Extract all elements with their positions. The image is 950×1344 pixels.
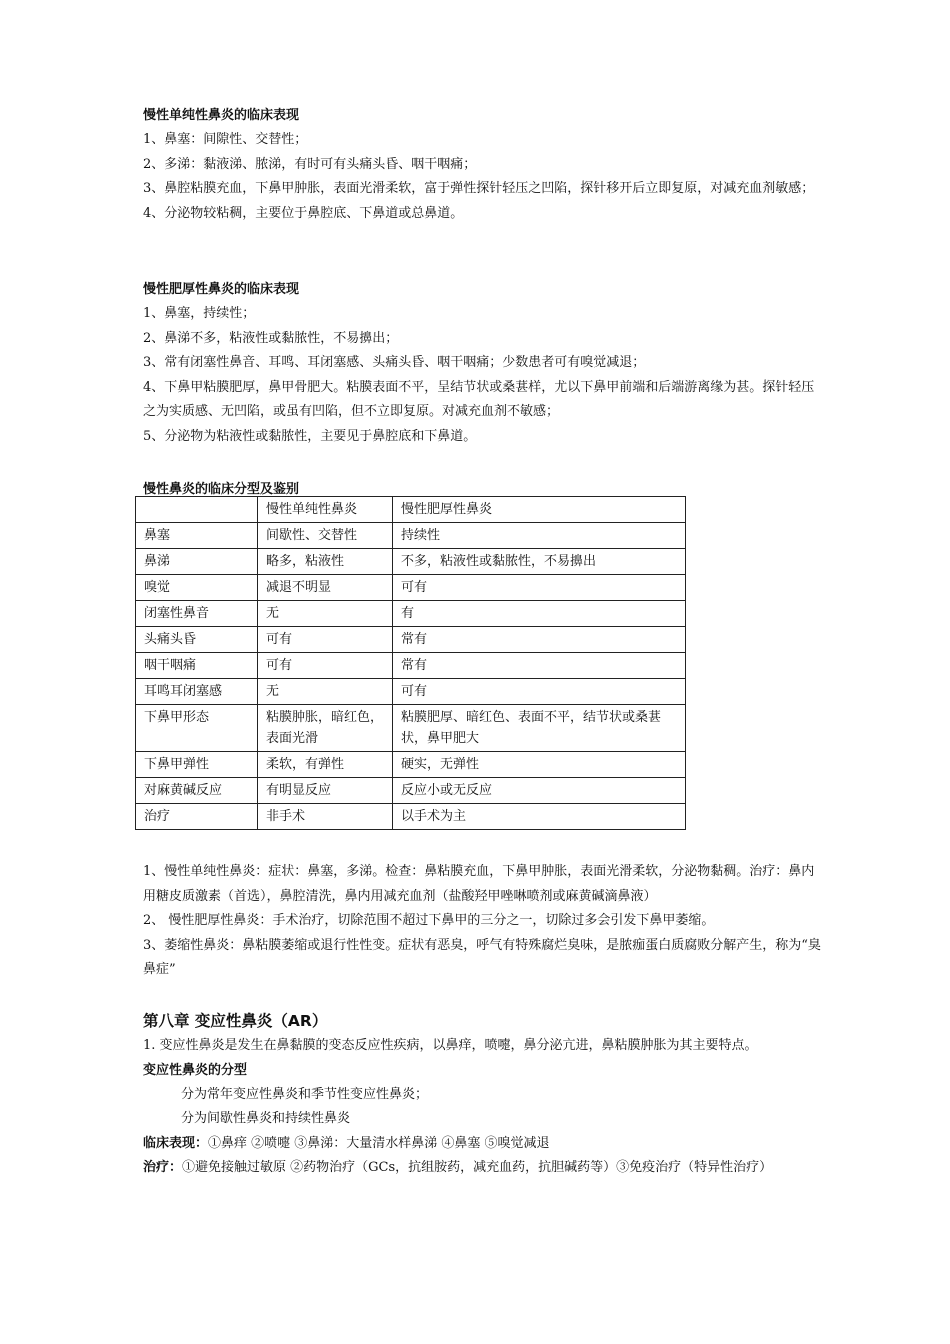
chapter-body — [143, 1034, 823, 1181]
table-header-cell: 慢性肥厚性鼻炎 — [393, 497, 686, 523]
table-row — [136, 705, 686, 752]
table-cell: 下鼻甲弹性 — [136, 752, 258, 778]
table-cell: 可有 — [258, 627, 393, 653]
table-cell: 有 — [393, 601, 686, 627]
chapter-intro: 1. 变应性鼻炎是发生在鼻黏膜的变态反应性疾病，以鼻痒，喷嚏，鼻分泌亢进，鼻粘膜肿胀为其主要特点。 — [143, 1038, 758, 1053]
clinical-label: 临床表现： — [143, 1135, 209, 1151]
table-cell: 治疗 — [136, 804, 258, 830]
table-row — [136, 653, 686, 679]
table-cell: 硬实，无弹性 — [393, 752, 686, 778]
table-cell: 头痛头昏 — [136, 627, 258, 653]
chapter-title: 第八章 变应性鼻炎（AR） — [143, 1012, 328, 1030]
table-row — [136, 627, 686, 653]
table-cell: 可有 — [258, 653, 393, 679]
table-cell: 下鼻甲形态 — [136, 705, 258, 752]
table-cell: 可有 — [393, 575, 686, 601]
table-row — [136, 575, 686, 601]
table-row — [136, 778, 686, 804]
list-item: 1、鼻塞：间隙性、交替性； — [143, 132, 308, 147]
table-cell: 咽干咽痛 — [136, 653, 258, 679]
table-cell: 常有 — [393, 627, 686, 653]
treatment-line — [143, 1156, 823, 1181]
treatment-label: 治疗： — [143, 1160, 183, 1175]
table-row — [136, 804, 686, 830]
list-item: 3、鼻腔粘膜充血，下鼻甲肿胀，表面光滑柔软，富于弹性探针轻压之凹陷，探针移开后立即复原，对减充血剂敏感； — [143, 181, 815, 196]
table-cell: 鼻涕 — [136, 549, 258, 575]
table-row — [136, 523, 686, 549]
hypertrophic-rhinitis-list — [143, 302, 823, 449]
table-cell: 对麻黄碱反应 — [136, 778, 258, 804]
table-cell: 不多，粘液性或黏脓性，不易擤出 — [393, 549, 686, 575]
table-row — [136, 752, 686, 778]
clinical-line — [143, 1132, 823, 1157]
simple-rhinitis-heading: 慢性单纯性鼻炎的临床表现 — [143, 108, 300, 123]
table-cell: 粘膜肿胀，暗红色，表面光滑 — [258, 705, 393, 752]
table-title: 慢性鼻炎的临床分型及鉴别 — [143, 482, 300, 497]
table-header-cell: 慢性单纯性鼻炎 — [258, 497, 393, 523]
simple-rhinitis-list — [143, 128, 823, 226]
table-row — [136, 679, 686, 705]
list-item: 1、慢性单纯性鼻炎：症状：鼻塞，多涕。检查：鼻粘膜充血，下鼻甲肿胀，表面光滑柔软，分泌物黏稠。治疗：鼻内用糖皮质激素（首选），鼻腔清洗，鼻内用减充血剂（盐酸羟甲唑啉喷剂或麻黄碱滴鼻液） — [143, 864, 815, 904]
table-header-row — [136, 497, 686, 523]
table-cell: 反应小或无反应 — [393, 778, 686, 804]
table-cell: 有明显反应 — [258, 778, 393, 804]
list-item: 3、萎缩性鼻炎：鼻粘膜萎缩或退行性性变。症状有恶臭，呼气有特殊腐烂臭味，是脓痂蛋白质腐败分解产生，称为“臭鼻症” — [143, 937, 821, 977]
list-item: 1、鼻塞，持续性； — [143, 306, 256, 321]
table-cell: 嗅觉 — [136, 575, 258, 601]
table-cell: 粘膜肥厚、暗红色、表面不平，结节状或桑葚状，鼻甲肥大 — [393, 705, 686, 752]
table-cell: 闭塞性鼻音 — [136, 601, 258, 627]
list-item: 3、常有闭塞性鼻音、耳鸣、耳闭塞感、头痛头昏、咽干咽痛；少数患者可有嗅觉减退； — [143, 355, 646, 370]
list-item: 4、分泌物较粘稠，主要位于鼻腔底、下鼻道或总鼻道。 — [143, 205, 464, 221]
list-item: 2、 慢性肥厚性鼻炎：手术治疗，切除范围不超过下鼻甲的三分之一，切除过多会引发下鼻甲萎缩。 — [143, 913, 715, 928]
table-cell: 持续性 — [393, 523, 686, 549]
table-cell: 略多，粘液性 — [258, 549, 393, 575]
hypertrophic-rhinitis-heading: 慢性肥厚性鼻炎的临床表现 — [143, 282, 300, 297]
table-row — [136, 549, 686, 575]
comparison-table — [135, 496, 686, 830]
table-cell: 鼻塞 — [136, 523, 258, 549]
list-item: 4、下鼻甲粘膜肥厚，鼻甲骨肥大。粘膜表面不平，呈结节状或桑葚样，尤以下鼻甲前端和后端游离缘为甚。探针轻压之为实质感、无凹陷，或虽有凹陷，但不立即复原。对减充血剂不敏感； — [143, 379, 815, 419]
table-cell: 耳鸣耳闭塞感 — [136, 679, 258, 705]
list-item: 2、多涕：黏液涕、脓涕，有时可有头痛头昏、咽干咽痛； — [143, 156, 477, 172]
list-item: 分为常年变应性鼻炎和季节性变应性鼻炎； — [181, 1086, 429, 1102]
list-item: 分为间歇性鼻炎和持续性鼻炎 — [181, 1111, 351, 1126]
table-cell: 可有 — [393, 679, 686, 705]
table-cell: 非手术 — [258, 804, 393, 830]
table-cell: 柔软，有弹性 — [258, 752, 393, 778]
table-row — [136, 601, 686, 627]
table-cell: 无 — [258, 679, 393, 705]
summary-list — [143, 860, 823, 983]
list-item: 5、分泌物为粘液性或黏脓性，主要见于鼻腔底和下鼻道。 — [143, 428, 477, 444]
types-heading: 变应性鼻炎的分型 — [143, 1062, 248, 1078]
table-cell: 无 — [258, 601, 393, 627]
table-cell: 减退不明显 — [258, 575, 393, 601]
clinical-text: ①鼻痒 ②喷嚏 ③鼻涕：大量清水样鼻涕 ④鼻塞 ⑤嗅觉减退 — [208, 1135, 550, 1151]
list-item: 2、鼻涕不多，粘液性或黏脓性，不易擤出； — [143, 330, 399, 346]
table-cell: 以手术为主 — [393, 804, 686, 830]
table-cell: 常有 — [393, 653, 686, 679]
table-cell: 间歇性、交替性 — [258, 523, 393, 549]
table-header-cell — [136, 497, 258, 523]
treatment-text: ①避免接触过敏原 ②药物治疗（GCs，抗组胺药，减充血药，抗胆碱药等）③免疫治疗（特异性治疗） — [182, 1160, 773, 1175]
